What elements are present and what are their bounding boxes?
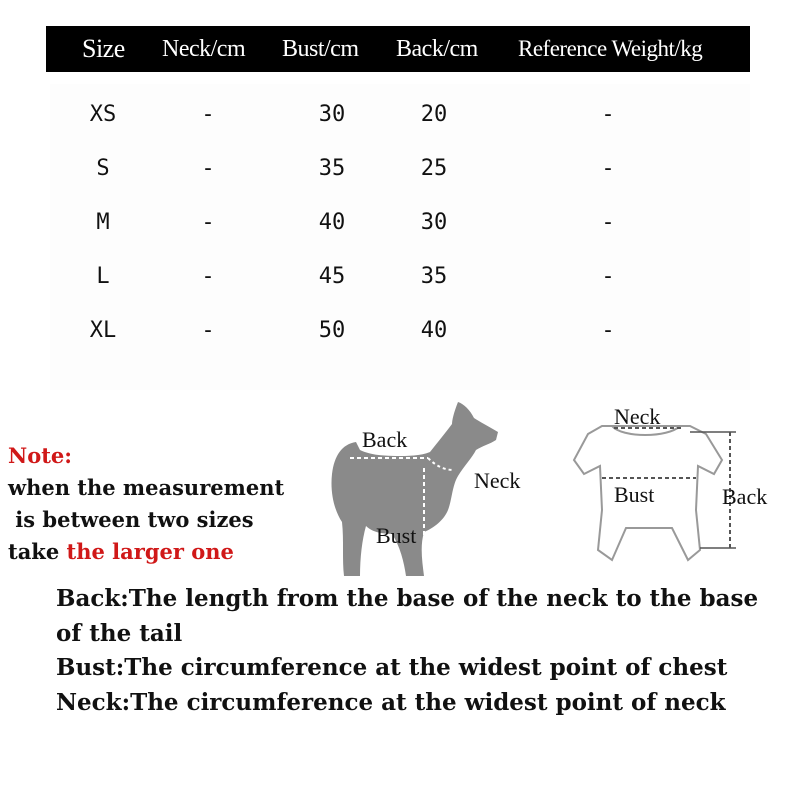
cell-back: 30 [420, 210, 448, 235]
header-size: Size [82, 34, 125, 63]
dog-bust-label: Bust [376, 523, 417, 548]
cell-reference-weight: - [601, 264, 615, 289]
dog-neck-label: Neck [474, 468, 521, 493]
definition-neck: Neck:The circumference at the widest point of neck [56, 688, 726, 716]
table-row [0, 304, 800, 358]
note-highlight: the larger one [66, 539, 234, 564]
sizing-note [8, 440, 348, 568]
definition-back: Back:The length from the base of the neck to the base of the tail [56, 585, 759, 647]
cell-neck: - [201, 318, 215, 343]
header-bust: Bust/cm [282, 36, 359, 62]
cell-reference-weight: - [601, 102, 615, 127]
cell-back: 40 [420, 318, 448, 343]
cell-back: 35 [420, 264, 448, 289]
table-row [0, 196, 800, 250]
header-back: Back/cm [396, 36, 478, 62]
cell-bust: 35 [318, 156, 346, 181]
header-neck: Neck/cm [162, 36, 246, 62]
cell-bust: 50 [318, 318, 346, 343]
shirt-back-label: Back [722, 484, 768, 509]
cell-neck: - [201, 264, 215, 289]
dog-measurement-diagram [320, 400, 540, 580]
table-row [0, 142, 800, 196]
table-row [0, 250, 800, 304]
dog-back-label: Back [362, 427, 408, 452]
table-row [0, 88, 800, 142]
cell-reference-weight: - [601, 210, 615, 235]
shirt-measurement-diagram [556, 400, 780, 580]
cell-size: S [96, 156, 110, 181]
shirt-bust-label: Bust [614, 482, 655, 507]
note-line [8, 536, 348, 568]
cell-reference-weight: - [601, 318, 615, 343]
cell-bust: 40 [318, 210, 346, 235]
cell-size: M [96, 210, 110, 235]
cell-bust: 45 [318, 264, 346, 289]
cell-back: 20 [420, 102, 448, 127]
size-table-header [46, 26, 750, 72]
note-line: is between two sizes [8, 507, 254, 532]
note-title: Note: [8, 443, 73, 468]
cell-bust: 30 [318, 102, 346, 127]
cell-neck: - [201, 210, 215, 235]
cell-reference-weight: - [601, 156, 615, 181]
measurement-definitions [56, 582, 776, 720]
cell-size: XS [89, 102, 117, 127]
note-line: when the measurement [8, 475, 285, 500]
cell-size: L [96, 264, 110, 289]
definition-bust: Bust:The circumference at the widest point of chest [56, 654, 728, 681]
cell-back: 25 [420, 156, 448, 181]
cell-neck: - [201, 156, 215, 181]
header-reference-weight: Reference Weight/kg [518, 36, 703, 61]
cell-neck: - [201, 102, 215, 127]
cell-size: XL [89, 318, 117, 343]
shirt-neck-label: Neck [614, 404, 661, 429]
note-prefix: take [8, 539, 67, 564]
